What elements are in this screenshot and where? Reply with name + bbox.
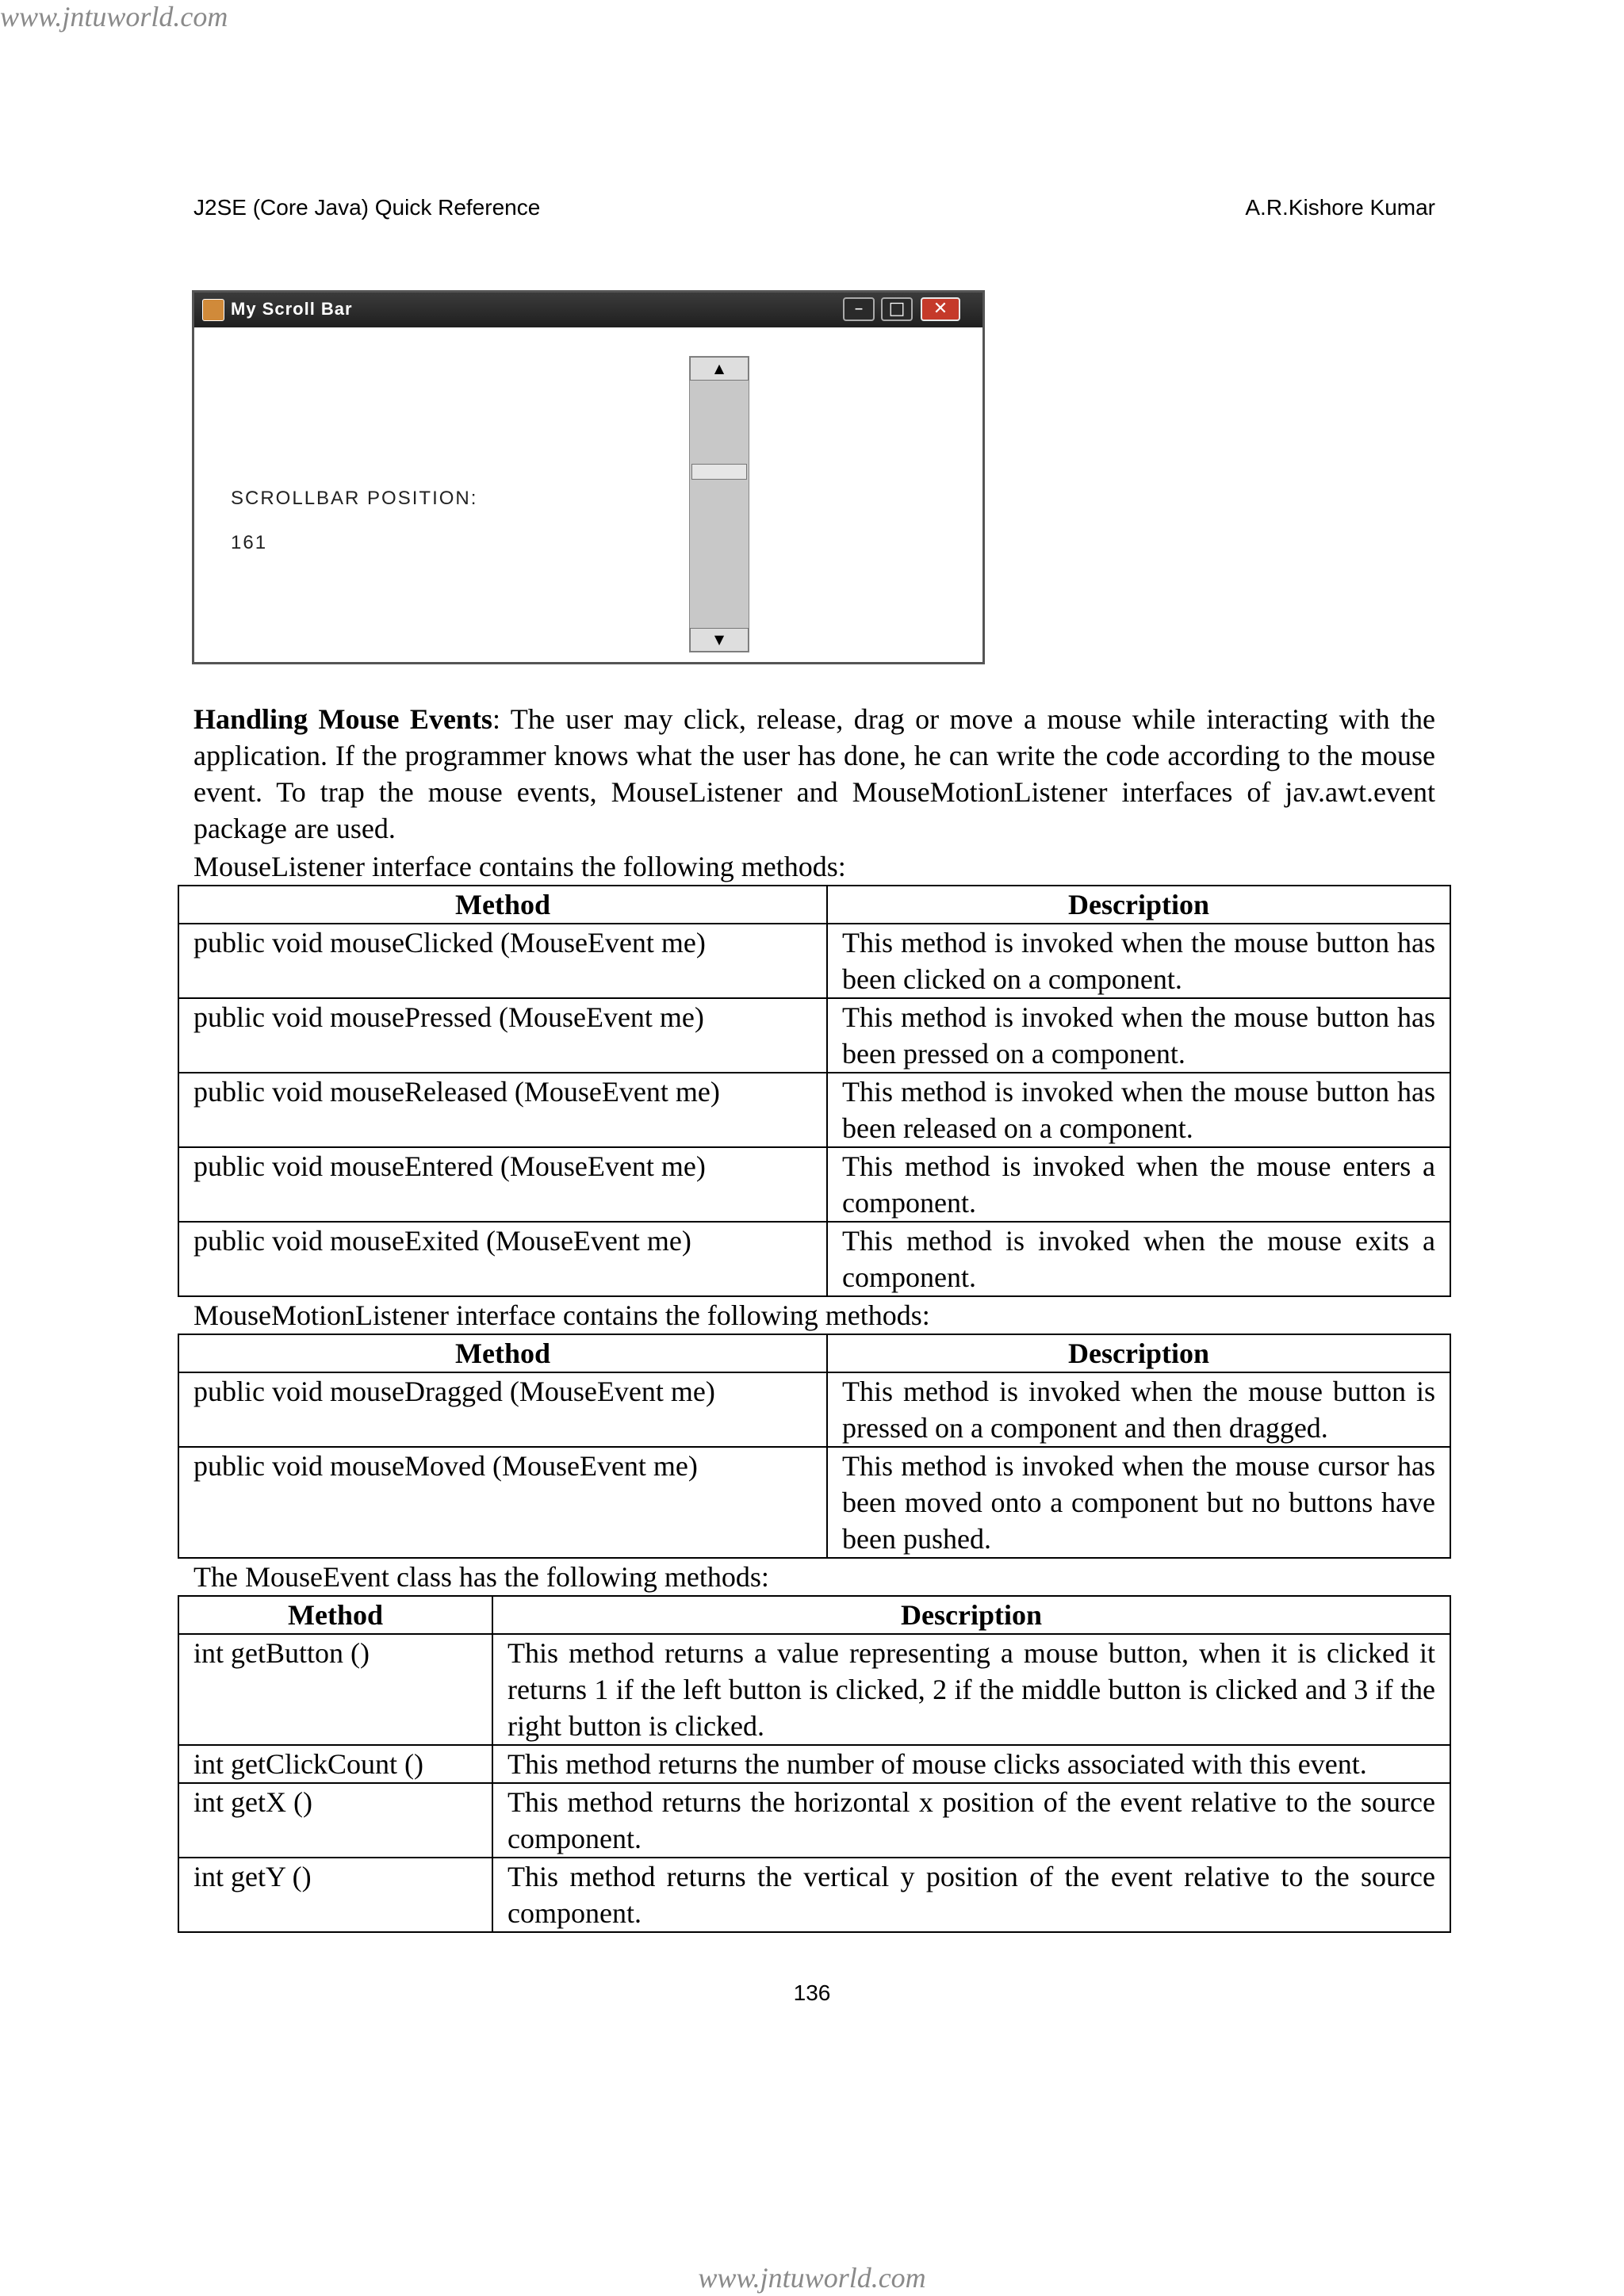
table-row [178,1372,1450,1447]
method-cell: public void mouseEntered (MouseEvent me) [178,1147,827,1222]
window-title-bar [194,293,982,327]
maximize-icon: □ [888,299,906,319]
close-icon: ✕ [933,299,948,319]
running-header-author: A.R.Kishore Kumar [1245,195,1435,220]
watermark-top: www.jntuworld.com [0,1,228,33]
page-number: 136 [793,1980,831,2005]
table-row [178,1147,1450,1222]
description-column-header: Description [827,886,1450,924]
description-cell: This method returns the number of mouse clicks associated with this event. [492,1745,1450,1783]
method-column-header: Method [178,886,827,924]
description-cell: This method is invoked when the mouse enters a component. [827,1147,1450,1222]
method-cell: public void mouseExited (MouseEvent me) [178,1222,827,1296]
maximize-button[interactable] [881,297,913,321]
table-row [178,1634,1450,1745]
method-cell: public void mouseClicked (MouseEvent me) [178,924,827,998]
method-cell: public void mouseReleased (MouseEvent me) [178,1073,827,1147]
intro-heading: Handling Mouse Events [193,703,492,735]
table-header-row [178,1596,1450,1634]
vertical-scrollbar[interactable] [689,356,749,652]
description-column-header: Description [492,1596,1450,1634]
scroll-up-button[interactable] [690,357,749,381]
description-cell: This method is invoked when the mouse button is pressed on a component and then dragged. [827,1372,1450,1447]
mouse-event-caption: The MouseEvent class has the following methods: [193,1561,769,1593]
scrollbar-thumb[interactable] [691,464,747,480]
mouse-event-table [178,1595,1451,1933]
triangle-up-icon: ▲ [714,361,725,376]
description-column-header: Description [827,1334,1450,1372]
table-row [178,1858,1450,1932]
description-cell: This method is invoked when the mouse exits a component. [827,1222,1450,1296]
scrollbar-position-value: 161 [231,532,268,553]
java-cup-icon [202,299,224,321]
java-window-screenshot [192,290,985,664]
method-cell: int getY () [178,1858,492,1932]
table-row [178,1222,1450,1296]
table-row [178,924,1450,998]
mouse-motion-listener-caption: MouseMotionListener interface contains the following methods: [193,1299,930,1331]
close-button[interactable] [921,297,960,321]
table-header-row [178,1334,1450,1372]
method-cell: public void mouseMoved (MouseEvent me) [178,1447,827,1558]
table-row [178,998,1450,1073]
method-cell: public void mouseDragged (MouseEvent me) [178,1372,827,1447]
table-row [178,1447,1450,1558]
mouse-motion-listener-table [178,1334,1451,1559]
description-cell: This method is invoked when the mouse button has been released on a component. [827,1073,1450,1147]
table-row [178,1783,1450,1858]
method-cell: int getButton () [178,1634,492,1745]
mouse-listener-table [178,885,1451,1297]
description-cell: This method returns a value representing a mouse button, when it is clicked it returns 1 if the left button is clicked, 2 if the middle button is clicked and 3 if the right button is clicked. [492,1634,1450,1745]
running-header-title: J2SE (Core Java) Quick Reference [193,195,541,220]
mouse-listener-caption: MouseListener interface contains the following methods: [193,851,846,882]
method-cell: public void mousePressed (MouseEvent me) [178,998,827,1073]
minimize-icon: – [854,299,864,319]
scroll-down-button[interactable] [690,628,749,652]
table-row [178,1073,1450,1147]
window-title: My Scroll Bar [231,299,353,319]
intro-paragraph [193,701,1435,847]
method-cell: int getClickCount () [178,1745,492,1783]
description-cell: This method is invoked when the mouse button has been clicked on a component. [827,924,1450,998]
intro-text: : The user may click, release, drag or move a mouse while interacting with the application. If the programmer knows what the user has done, he can write the code according to the mouse event. To trap the mouse events, MouseListener and MouseMotionListener interfaces of jav.awt.event package are used. [193,703,1436,844]
table-header-row [178,886,1450,924]
table-row [178,1745,1450,1783]
triangle-down-icon: ▼ [714,632,725,647]
method-column-header: Method [178,1334,827,1372]
description-cell: This method is invoked when the mouse cursor has been moved onto a component but no buttons have been pushed. [827,1447,1450,1558]
method-column-header: Method [178,1596,492,1634]
description-cell: This method returns the vertical y position of the event relative to the source component. [492,1858,1450,1932]
scrollbar-position-label: SCROLLBAR POSITION: [231,488,478,509]
watermark-bottom: www.jntuworld.com [698,2262,926,2294]
description-cell: This method returns the horizontal x position of the event relative to the source component. [492,1783,1450,1858]
minimize-button[interactable] [843,297,875,321]
method-cell: int getX () [178,1783,492,1858]
description-cell: This method is invoked when the mouse button has been pressed on a component. [827,998,1450,1073]
